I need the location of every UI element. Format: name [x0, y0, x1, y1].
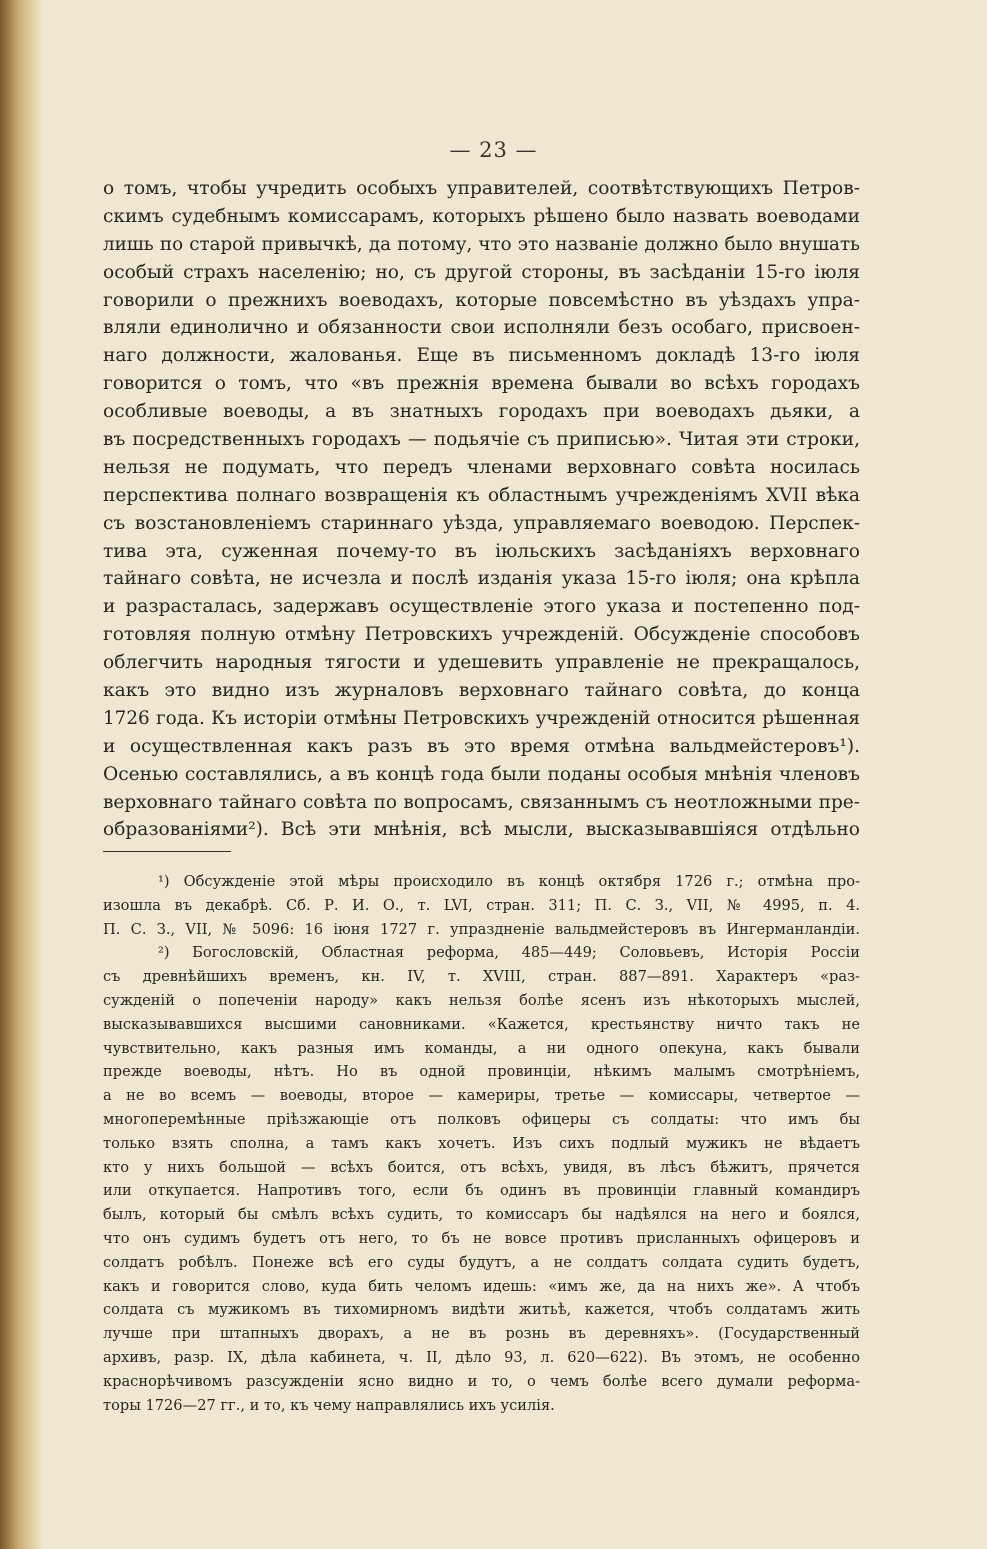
footnote-line: торы 1726—27 гг., и то, къ чему направлялись ихъ усилія.: [103, 1396, 555, 1414]
text-line: особый страхъ населенію; но, съ другой стороны, въ засѣданіи 15-го іюля: [103, 261, 860, 283]
footnote-line: былъ, который бы смѣлъ всѣхъ судить, то комиссаръ бы надѣялся на него и боялся,: [103, 1206, 860, 1224]
footnote-line: архивъ, разр. IX, дѣла кабинета, ч. II, дѣло 93, л. 620—622). Въ этомъ, не особенно: [103, 1348, 860, 1366]
text-line: наго должности, жалованья. Еще въ письменномъ докладѣ 13-го іюля: [103, 345, 860, 367]
footnote-separator: [103, 851, 231, 852]
text-line: перспектива полнаго возвращенія къ областнымъ учрежденіямъ XVII вѣка: [103, 484, 860, 506]
text-line: готовляя полную отмѣну Петровскихъ учрежденій. Обсужденіе способовъ: [103, 624, 860, 646]
footnote-line: солдатъ робѣлъ. Понеже всѣ его суды будутъ, а не солдатъ солдата судить будетъ,: [103, 1253, 860, 1271]
text-line: лишь по старой привычкѣ, да потому, что это названіе должно было внушать: [103, 233, 860, 255]
footnote-line: сужденій о попеченіи народу» какъ нельзя болѣе ясенъ изъ нѣкоторыхъ мыслей,: [103, 991, 860, 1009]
footnote-line: кто у нихъ большой — всѣхъ боится, отъ всѣхъ, увидя, въ лѣсъ бѣжитъ, прячется: [103, 1158, 860, 1176]
text-line: облегчить народныя тягости и удешевить управленіе не прекращалось,: [103, 652, 860, 674]
text-line: тайнаго совѣта, не исчезла и послѣ изданія указа 15-го іюля; она крѣпла: [103, 568, 860, 590]
footnote-line: лучше при штапныхъ дворахъ, а не въ рознь въ деревняхъ». (Государственный: [103, 1325, 860, 1343]
text-line: образованіями²). Всѣ эти мнѣнія, всѣ мысли, высказывавшіяся отдѣльно: [103, 819, 860, 841]
text-line: Осенью составлялись, а въ концѣ года были поданы особыя мнѣнія членовъ: [103, 763, 860, 785]
footnote-line: а не во всемъ — воеводы, второе — камериры, третье — комиссары, четвертое —: [103, 1087, 860, 1105]
footnote-line: или откупается. Напротивъ того, если бъ одинъ въ провинціи главный командиръ: [103, 1182, 860, 1200]
page-number: — 23 —: [449, 138, 538, 162]
footnote-line: что онъ судимъ будетъ отъ него, то бъ не вовсе противъ присланныхъ офицеровъ и: [103, 1229, 860, 1247]
text-line: и разрасталась, задержавъ осуществленіе этого указа и постепенно под-: [103, 596, 860, 618]
footnote-line: краснорѣчивомъ разсужденіи ясно видно и то, о чемъ болѣе всего думали реформа-: [103, 1372, 860, 1390]
main-text: [103, 175, 860, 844]
text-line: 1726 года. Къ исторіи отмѣны Петровскихъ учрежденій относится рѣшенная: [103, 707, 860, 729]
text-line: о томъ, чтобы учредить особыхъ управителей, соотвѣтствующихъ Петров-: [103, 178, 860, 199]
text-line: съ возстановленіемъ стариннаго уѣзда, управляемаго воеводою. Перспек-: [103, 512, 860, 534]
footnote-line: только взять сполна, а тамъ какъ хочетъ. Изъ сихъ подлый мужикъ не вѣдаетъ: [103, 1134, 860, 1152]
footnote-line: П. С. З., VII, № 5096: 16 іюня 1727 г. упраздненіе вальдмейстеровъ въ Ингерманландіи.: [103, 920, 860, 938]
text-line: нельзя не подумать, что передъ членами верховнаго совѣта носилась: [103, 456, 860, 478]
text-line: верховнаго тайнаго совѣта по вопросамъ, связаннымъ съ неотложными пре-: [103, 791, 860, 813]
footnote-line: чувствительно, какъ разныя имъ команды, а ни одного опекуна, какъ бывали: [103, 1039, 860, 1057]
footnote-line: солдата съ мужикомъ въ тихомирномъ видѣти житьѣ, кажется, чтобъ солдатамъ жить: [103, 1301, 860, 1319]
footnote-line: прежде воеводы, нѣтъ. Но въ одной провинціи, нѣкимъ малымъ смотрѣніемъ,: [103, 1063, 860, 1081]
text-line: говорили о прежнихъ воеводахъ, которые повсемѣстно въ уѣздахъ упра-: [103, 289, 860, 311]
footnote-line: ¹) Обсужденіе этой мѣры происходило въ концѣ октября 1726 г.; отмѣна про-: [158, 873, 860, 890]
text-line: какъ это видно изъ журналовъ верховнаго тайнаго совѣта, до конца: [103, 680, 860, 702]
text-line: и осуществленная какъ разъ въ это время отмѣна вальдмейстеровъ¹).: [103, 735, 860, 757]
text-line: вляли единолично и обязанности свои исполняли безъ особаго, присвоен-: [103, 317, 860, 339]
footnotes: [103, 870, 860, 1417]
footnote-line: высказывавшихся высшими сановниками. «Кажется, крестьянству ничто такъ не: [103, 1015, 860, 1033]
text-line: тива эта, суженная почему-то въ іюльскихъ засѣданіяхъ верховнаго: [103, 540, 860, 562]
text-line: скимъ судебнымъ комиссарамъ, которыхъ рѣшено было назвать воеводами: [103, 205, 860, 227]
text-line: въ посредственныхъ городахъ — подьячіе съ приписью». Читая эти строки,: [103, 429, 860, 451]
footnote-line: какъ и говорится слово, куда бить челомъ идешь: «имъ же, да на нихъ же». А чтобъ: [103, 1277, 860, 1295]
text-line: особливые воеводы, а въ знатныхъ городахъ при воеводахъ дьяки, а: [103, 401, 860, 423]
footnote-line: ²) Богословскій, Областная реформа, 485—449; Соловьевъ, Исторія Россіи: [158, 944, 860, 962]
footnote-line: съ древнѣйшихъ временъ, кн. IV, т. XVIII, стран. 887—891. Характеръ «раз-: [103, 968, 860, 986]
footnote-line: многоперемѣнные пріѣзжающіе отъ полковъ офицеры съ солдаты: что имъ бы: [103, 1110, 860, 1128]
book-binding-gutter: [0, 0, 42, 1549]
text-line: говорится о томъ, что «въ прежнія времена бывали во всѣхъ городахъ: [103, 373, 860, 395]
footnote-line: изошла въ декабрѣ. Сб. Р. И. О., т. LVI, стран. 311; П. С. З., VII, № 4995, п. 4.: [103, 896, 860, 914]
